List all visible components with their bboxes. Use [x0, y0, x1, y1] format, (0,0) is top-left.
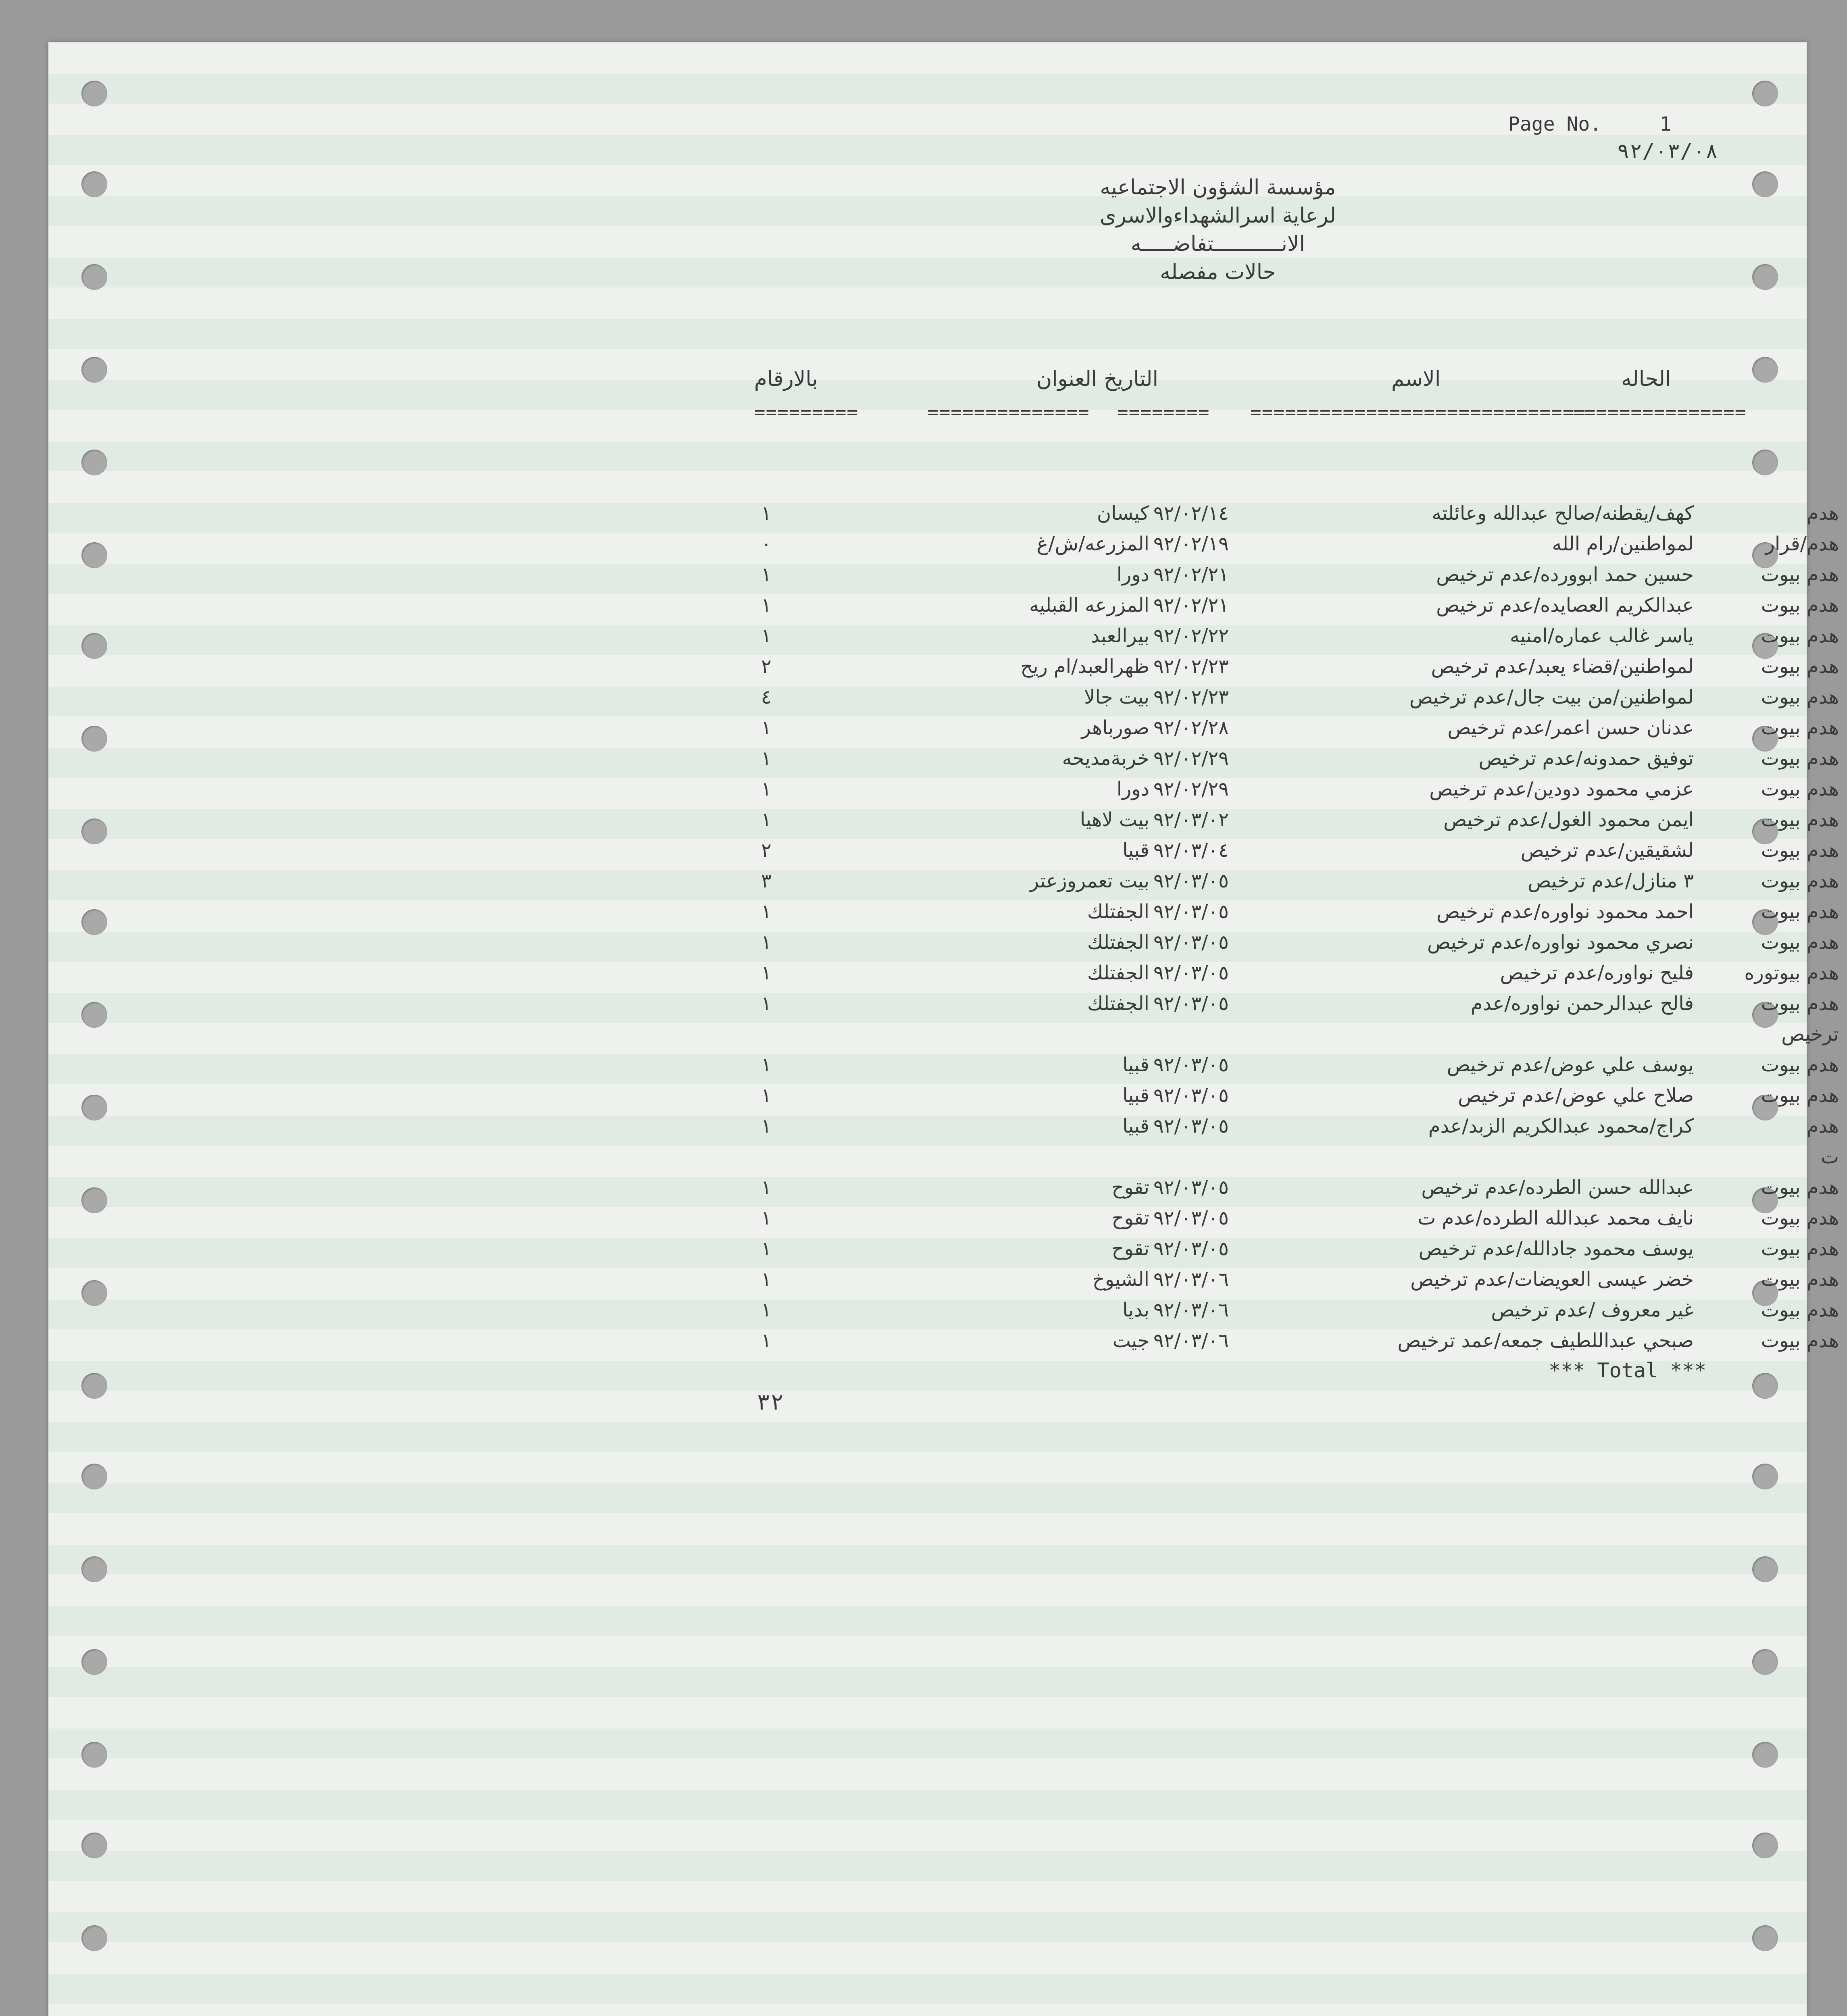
cell-case: هدم/قرار: [1765, 533, 1839, 555]
cell-case: هدم بيوت: [1761, 747, 1839, 770]
cell-date: ٩٢/٠٣/٠٥: [1153, 1084, 1229, 1107]
col-header-date-address: التاريخ العنوان: [1036, 367, 1159, 391]
cell-name: حسين حمد ابوورده/عدم ترخيص: [1436, 563, 1694, 586]
rule-number: =========: [754, 401, 859, 423]
cell-count: ١: [761, 1207, 771, 1229]
cell-case: هدم بيوت: [1761, 1329, 1839, 1352]
table-row: [714, 835, 1839, 866]
cell-count: ١: [761, 962, 771, 984]
cell-name: يوسف محمود جادالله/عدم ترخيص: [1418, 1237, 1694, 1260]
cell-date: ٩٢/٠٣/٠٦: [1153, 1299, 1229, 1321]
tractor-hole-icon: [81, 357, 107, 383]
cell-name: ٣ منازل/عدم ترخيص: [1528, 870, 1694, 892]
table-row: [714, 529, 1839, 559]
cell-name: غير معروف /عدم ترخيص: [1491, 1299, 1694, 1321]
table-row: [714, 866, 1839, 896]
cell-date: ٩٢/٠٢/٢٢: [1153, 625, 1229, 647]
tractor-hole-icon: [1752, 171, 1778, 197]
cell-case: هدم بيوت: [1761, 686, 1839, 708]
cell-name: نايف محمد عبدالله الطرده/عدم ت: [1418, 1207, 1694, 1229]
col-header-name: الاسم: [1391, 367, 1441, 391]
cell-case: هدم بيوت: [1761, 931, 1839, 954]
cell-name: فليح نواوره/عدم ترخيص: [1500, 962, 1694, 984]
tractor-hole-icon: [1752, 1742, 1778, 1768]
cell-count: ٠: [761, 533, 771, 555]
cell-address: المزرعه/ش/غ: [1036, 533, 1149, 555]
cell-address: الجفتلك: [1087, 900, 1149, 923]
cell-name: خضر عيسى العويضات/عدم ترخيص: [1410, 1268, 1694, 1291]
cell-name: لمواطنين/قضاء يعبد/عدم ترخيص: [1431, 655, 1694, 678]
cell-address: خربةمديحه: [1062, 747, 1149, 770]
cell-date: ٩٢/٠٣/٠٦: [1153, 1268, 1229, 1291]
cell-name: كهف/يقطنه/صالح عبدالله وعائلته: [1432, 502, 1694, 525]
rule-case: ===============: [1573, 401, 1747, 423]
tractor-hole-icon: [81, 1373, 107, 1399]
cell-count: ١: [761, 1176, 771, 1199]
cell-address: دورا: [1116, 778, 1149, 800]
cell-name: فالح عبدالرحمن نواوره/عدم: [1470, 992, 1694, 1015]
intifada-line: الانـــــــــــتفاضـــــه: [1130, 232, 1305, 256]
cell-address: قبيا: [1122, 1054, 1149, 1076]
table-row: [714, 1295, 1839, 1325]
tractor-hole-icon: [81, 264, 107, 290]
printout-sheet: [48, 42, 1839, 2016]
cell-address: ظهرالعبد/ام ريح: [1020, 655, 1149, 678]
cell-case: هدم بيوت: [1761, 992, 1839, 1015]
table-row: [714, 958, 1839, 988]
col-header-number: بالارقام: [754, 367, 818, 391]
table-row: [714, 804, 1839, 835]
rule-name: =============================: [1250, 401, 1586, 423]
tractor-hole-icon: [81, 1649, 107, 1675]
cell-case: ت: [1820, 1145, 1839, 1168]
cell-case: هدم بيوت: [1761, 716, 1839, 739]
cell-address: تقوح: [1111, 1176, 1149, 1199]
cell-case: هدم بيوت: [1761, 1268, 1839, 1291]
cell-address: قبيا: [1122, 1084, 1149, 1107]
tractor-hole-icon: [81, 726, 107, 752]
cell-address: جيت: [1112, 1329, 1149, 1352]
tractor-hole-icon: [1752, 357, 1778, 383]
cell-address: الجفتلك: [1087, 931, 1149, 954]
cell-address: بيت لاهيا: [1080, 808, 1149, 831]
table-row: [714, 682, 1839, 712]
cell-name: عبدالكريم العصايده/عدم ترخيص: [1436, 594, 1694, 616]
tractor-hole-icon: [1752, 81, 1778, 106]
cell-name: عبدالله حسن الطرده/عدم ترخيص: [1421, 1176, 1694, 1199]
cell-count: ١: [761, 1329, 771, 1352]
cell-case: هدم بيوت: [1761, 808, 1839, 831]
cell-date: ٩٢/٠٣/٠٤: [1153, 839, 1229, 862]
tractor-hole-icon: [1752, 1649, 1778, 1675]
cell-count: ١: [761, 1299, 771, 1321]
cell-name: لمواطنين/من بيت جال/عدم ترخيص: [1409, 686, 1694, 708]
cell-date: ٩٢/٠٣/٠٦: [1153, 1329, 1229, 1352]
cell-count: ١: [761, 1115, 771, 1137]
tractor-hole-icon: [1752, 1464, 1778, 1489]
org-subtitle-line: لرعاية اسرالشهداءوالاسرى: [1099, 204, 1336, 228]
cell-address: الشيوخ: [1092, 1268, 1149, 1291]
cell-date: ٩٢/٠٣/٠٥: [1153, 1054, 1229, 1076]
cell-date: ٩٢/٠٣/٠٢: [1153, 808, 1229, 831]
cell-date: ٩٢/٠٢/١٩: [1153, 533, 1229, 555]
tractor-hole-icon: [81, 1556, 107, 1582]
cell-case: هدم بيوت: [1761, 900, 1839, 923]
cell-address: تقوح: [1111, 1237, 1149, 1260]
cell-address: الجفتلك: [1087, 962, 1149, 984]
cell-case: ترخيص: [1781, 1023, 1839, 1045]
cell-case: هدم بيوت: [1761, 594, 1839, 616]
cell-date: ٩٢/٠٢/١٤: [1153, 502, 1229, 525]
tractor-hole-icon: [1752, 1925, 1778, 1951]
header-underline: [714, 401, 1747, 425]
cell-case: هدم بيوت: [1761, 1207, 1839, 1229]
tractor-hole-icon: [1752, 1556, 1778, 1582]
cell-case: هدم بيوت: [1761, 1299, 1839, 1321]
report-date: ٩٢/٠٣/٠٨: [1617, 139, 1718, 163]
tractor-hole-icon: [81, 633, 107, 659]
cell-address: تقوح: [1111, 1207, 1149, 1229]
cell-count: ١: [761, 992, 771, 1015]
cell-address: صورباهر: [1081, 716, 1149, 739]
cell-date: ٩٢/٠٣/٠٥: [1153, 870, 1229, 892]
cell-date: ٩٢/٠٣/٠٥: [1153, 992, 1229, 1015]
cell-count: ١: [761, 931, 771, 954]
cell-case: هدم: [1806, 502, 1839, 525]
table-row: [714, 1264, 1839, 1295]
col-header-case: الحاله: [1621, 367, 1671, 391]
table-row: [714, 1172, 1839, 1203]
table-row: [714, 743, 1839, 774]
cell-date: ٩٢/٠٢/٢١: [1153, 594, 1229, 616]
table-row: [714, 1233, 1839, 1264]
tractor-hole-icon: [1752, 264, 1778, 290]
cell-name: صبحي عبداللطيف جمعه/عمد ترخيص: [1397, 1329, 1694, 1352]
cell-name: ياسر غالب عماره/امنيه: [1510, 625, 1694, 647]
tractor-hole-icon: [81, 542, 107, 568]
rule-address: ==============: [928, 401, 1090, 423]
cell-date: ٩٢/٠٢/٢٩: [1153, 747, 1229, 770]
cell-address: بيت جالا: [1084, 686, 1149, 708]
tractor-hole-icon: [81, 1187, 107, 1213]
cell-count: ٤: [761, 686, 771, 708]
cell-count: ١: [761, 1268, 771, 1291]
report-title: حالات مفصله: [1160, 260, 1276, 284]
cell-case: هدم بيوت: [1761, 655, 1839, 678]
cell-count: ٢: [761, 655, 771, 678]
page-number: Page No. 1: [1508, 113, 1672, 135]
cell-address: بيت تعمروزعتر: [1030, 870, 1149, 892]
cell-date: ٩٢/٠٢/٢٣: [1153, 655, 1229, 678]
cell-count: ١: [761, 625, 771, 647]
tractor-hole-icon: [81, 909, 107, 935]
report-header: [1036, 173, 1399, 286]
table-row: [714, 927, 1839, 958]
cell-case: هدم بيوتوره: [1744, 962, 1839, 984]
cell-address: دورا: [1116, 563, 1149, 586]
cell-count: ١: [761, 778, 771, 800]
table-row: [714, 896, 1839, 927]
cell-count: ١: [761, 747, 771, 770]
rule-date: ========: [1117, 401, 1210, 423]
table-row: [714, 498, 1839, 529]
tractor-hole-icon: [81, 818, 107, 844]
table-row: [714, 1325, 1839, 1356]
cell-name: يوسف علي عوض/عدم ترخيص: [1447, 1054, 1694, 1076]
tractor-hole-icon: [81, 1002, 107, 1028]
cell-count: ٣: [761, 870, 771, 892]
table-row: [714, 1050, 1839, 1080]
cell-address: بيرالعبد: [1090, 625, 1149, 647]
cell-date: ٩٢/٠٢/٢٨: [1153, 716, 1229, 739]
cell-date: ٩٢/٠٣/٠٥: [1153, 931, 1229, 954]
cell-name: عزمي محمود دودين/عدم ترخيص: [1429, 778, 1694, 800]
cell-count: ١: [761, 900, 771, 923]
cell-name: عدنان حسن اعمر/عدم ترخيص: [1447, 716, 1694, 739]
cell-date: ٩٢/٠٣/٠٥: [1153, 900, 1229, 923]
tractor-hole-icon: [81, 1280, 107, 1306]
cell-case: هدم بيوت: [1761, 1054, 1839, 1076]
cell-name: لشقيقين/عدم ترخيص: [1520, 839, 1694, 862]
cell-case: هدم بيوت: [1761, 563, 1839, 586]
tractor-hole-icon: [81, 450, 107, 475]
cell-address: كيسان: [1097, 502, 1149, 525]
cell-case: هدم بيوت: [1761, 870, 1839, 892]
cell-date: ٩٢/٠٣/٠٥: [1153, 1176, 1229, 1199]
cell-date: ٩٢/٠٣/٠٥: [1153, 962, 1229, 984]
tractor-hole-icon: [1752, 450, 1778, 475]
cell-count: ١: [761, 716, 771, 739]
table-row: [714, 1141, 1839, 1172]
cell-count: ١: [761, 502, 771, 525]
cell-name: ايمن محمود الغول/عدم ترخيص: [1443, 808, 1694, 831]
cell-case: هدم بيوت: [1761, 1084, 1839, 1107]
table-row: [714, 1080, 1839, 1111]
table-row: [714, 712, 1839, 743]
table-row: [714, 1019, 1839, 1050]
org-name-line: مؤسسة الشؤون الاجتماعيه: [1100, 175, 1336, 200]
cell-count: ١: [761, 594, 771, 616]
table-row: [714, 1111, 1839, 1141]
cell-date: ٩٢/٠٣/٠٥: [1153, 1115, 1229, 1137]
column-headers: [714, 367, 1690, 395]
cell-name: احمد محمود نواوره/عدم ترخيص: [1436, 900, 1694, 923]
grand-total: ٣٢: [757, 1389, 784, 1415]
table-row: [714, 1203, 1839, 1233]
cell-date: ٩٢/٠٣/٠٥: [1153, 1237, 1229, 1260]
cell-address: المزرعه القبليه: [1029, 594, 1149, 616]
cell-address: بديا: [1122, 1299, 1149, 1321]
tractor-hole-icon: [81, 1095, 107, 1120]
table-row: [714, 559, 1839, 590]
cell-case: هدم بيوت: [1761, 778, 1839, 800]
cell-name: كراج/محمود عبدالكريم الزبد/عدم: [1428, 1115, 1694, 1137]
case-table: [714, 498, 1839, 1356]
tractor-hole-icon: [81, 171, 107, 197]
tractor-hole-icon: [81, 1925, 107, 1951]
tractor-hole-icon: [81, 1833, 107, 1858]
cell-name: صلاح علي عوض/عدم ترخيص: [1458, 1084, 1694, 1107]
cell-date: ٩٢/٠٣/٠٥: [1153, 1207, 1229, 1229]
total-label: *** Total ***: [1549, 1359, 1707, 1382]
cell-name: توفيق حمدونه/عدم ترخيص: [1478, 747, 1694, 770]
table-row: [714, 651, 1839, 682]
cell-case: هدم: [1806, 1115, 1839, 1137]
tractor-hole-icon: [1752, 1833, 1778, 1858]
tractor-hole-icon: [81, 1742, 107, 1768]
tractor-hole-icon: [1752, 1373, 1778, 1399]
cell-count: ١: [761, 1237, 771, 1260]
cell-case: هدم بيوت: [1761, 1176, 1839, 1199]
cell-name: لمواطنين/رام الله: [1552, 533, 1694, 555]
cell-count: ١: [761, 1054, 771, 1076]
cell-name: نصري محمود نواوره/عدم ترخيص: [1427, 931, 1694, 954]
cell-date: ٩٢/٠٢/٢٣: [1153, 686, 1229, 708]
table-row: [714, 590, 1839, 621]
cell-date: ٩٢/٠٢/٢١: [1153, 563, 1229, 586]
cell-case: هدم بيوت: [1761, 839, 1839, 862]
cell-address: قبيا: [1122, 839, 1149, 862]
tractor-hole-icon: [81, 1464, 107, 1489]
cell-address: الجفتلك: [1087, 992, 1149, 1015]
tractor-hole-icon: [81, 81, 107, 106]
cell-case: هدم بيوت: [1761, 625, 1839, 647]
cell-count: ١: [761, 808, 771, 831]
table-row: [714, 621, 1839, 651]
cell-count: ٢: [761, 839, 771, 862]
cell-case: هدم بيوت: [1761, 1237, 1839, 1260]
cell-address: قبيا: [1122, 1115, 1149, 1137]
cell-count: ١: [761, 1084, 771, 1107]
table-row: [714, 988, 1839, 1019]
cell-date: ٩٢/٠٢/٢٩: [1153, 778, 1229, 800]
table-row: [714, 774, 1839, 804]
cell-count: ١: [761, 563, 771, 586]
